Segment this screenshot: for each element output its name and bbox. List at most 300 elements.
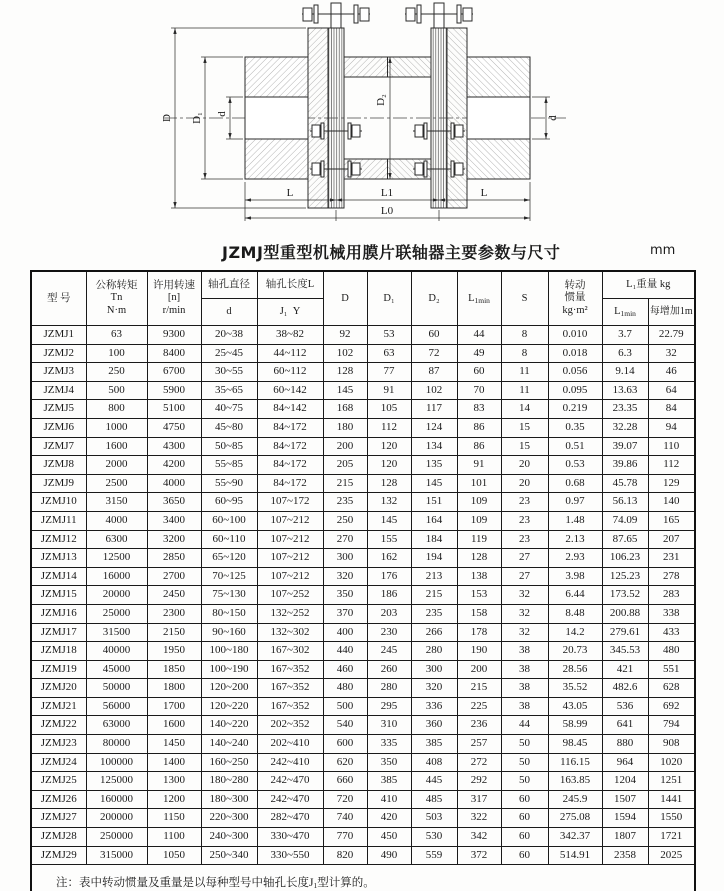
value-cell: 112 [367, 418, 411, 437]
value-cell: 125000 [86, 772, 147, 791]
value-cell: 530 [411, 828, 457, 847]
table-row [31, 846, 695, 865]
model-cell: JZMJ14 [31, 567, 86, 586]
value-cell: 200 [457, 660, 501, 679]
value-cell: 0.056 [548, 363, 602, 382]
value-cell: 320 [323, 567, 367, 586]
model-cell: JZMJ4 [31, 381, 86, 400]
value-cell: 60~142 [257, 381, 323, 400]
value-cell: 162 [367, 549, 411, 568]
model-cell: JZMJ26 [31, 790, 86, 809]
value-cell: 16000 [86, 567, 147, 586]
value-cell: 138 [457, 567, 501, 586]
value-cell: 84~172 [257, 418, 323, 437]
value-cell: 1721 [648, 828, 695, 847]
value-cell: 64 [648, 381, 695, 400]
value-cell: 45~80 [201, 418, 257, 437]
value-cell: 1200 [147, 790, 201, 809]
model-cell: JZMJ19 [31, 660, 86, 679]
value-cell: 6300 [86, 530, 147, 549]
model-cell: JZMJ22 [31, 716, 86, 735]
value-cell: 310 [367, 716, 411, 735]
model-cell: JZMJ23 [31, 735, 86, 754]
value-cell: 3650 [147, 493, 201, 512]
value-cell: 186 [367, 586, 411, 605]
value-cell: 87.65 [602, 530, 648, 549]
value-cell: 180 [323, 418, 367, 437]
value-cell: 145 [411, 474, 457, 493]
note-text-pre: 注：表中转动惯量及重量是以每种型号中轴孔长度J [56, 877, 314, 890]
unit-label: mm [650, 243, 676, 258]
table-body [31, 326, 695, 865]
value-cell: 39.86 [602, 456, 648, 475]
value-cell: 225 [457, 697, 501, 716]
value-cell: 480 [323, 679, 367, 698]
value-cell: 2358 [602, 846, 648, 865]
value-cell: 60~110 [201, 530, 257, 549]
value-cell: 112 [648, 456, 695, 475]
value-cell: 220~300 [201, 809, 257, 828]
value-cell: 23 [501, 511, 548, 530]
value-cell: 0.018 [548, 344, 602, 363]
table-row [31, 511, 695, 530]
value-cell: 0.51 [548, 437, 602, 456]
table-row [31, 326, 695, 345]
value-cell: 1100 [147, 828, 201, 847]
value-cell: 194 [411, 549, 457, 568]
value-cell: 1507 [602, 790, 648, 809]
value-cell: 43.05 [548, 697, 602, 716]
value-cell: 794 [648, 716, 695, 735]
value-cell: 270 [323, 530, 367, 549]
dim-label-D1: D₁ [191, 112, 203, 124]
value-cell: 106.23 [602, 549, 648, 568]
value-cell: 184 [411, 530, 457, 549]
value-cell: 27 [501, 567, 548, 586]
table-row [31, 790, 695, 809]
value-cell: 1550 [648, 809, 695, 828]
value-cell: 300 [323, 549, 367, 568]
model-cell: JZMJ12 [31, 530, 86, 549]
value-cell: 40000 [86, 642, 147, 661]
table-row [31, 735, 695, 754]
model-cell: JZMJ20 [31, 679, 86, 698]
value-cell: 60~100 [201, 511, 257, 530]
value-cell: 32 [648, 344, 695, 363]
value-cell: 132 [367, 493, 411, 512]
value-cell: 200 [323, 437, 367, 456]
value-cell: 2850 [147, 549, 201, 568]
value-cell: 322 [457, 809, 501, 828]
value-cell: 83 [457, 400, 501, 419]
value-cell: 77 [367, 363, 411, 382]
value-cell: 482.6 [602, 679, 648, 698]
value-cell: 559 [411, 846, 457, 865]
value-cell: 160~250 [201, 753, 257, 772]
value-cell: 153 [457, 586, 501, 605]
model-cell: JZMJ17 [31, 623, 86, 642]
dim-label-D2: D₂ [375, 94, 387, 106]
value-cell: 8400 [147, 344, 201, 363]
value-cell: 107~212 [257, 530, 323, 549]
value-cell: 109 [457, 493, 501, 512]
title-row [0, 238, 724, 270]
value-cell: 56.13 [602, 493, 648, 512]
model-cell: JZMJ15 [31, 586, 86, 605]
value-cell: 100 [86, 344, 147, 363]
value-cell: 342.37 [548, 828, 602, 847]
value-cell: 4000 [86, 511, 147, 530]
value-cell: 56000 [86, 697, 147, 716]
value-cell: 1000 [86, 418, 147, 437]
value-cell: 167~302 [257, 642, 323, 661]
model-cell: JZMJ16 [31, 604, 86, 623]
value-cell: 44 [501, 716, 548, 735]
value-cell: 272 [457, 753, 501, 772]
value-cell: 120~200 [201, 679, 257, 698]
value-cell: 38 [501, 642, 548, 661]
value-cell: 167~352 [257, 660, 323, 679]
table-row [31, 418, 695, 437]
value-cell: 480 [648, 642, 695, 661]
col-header-speed [147, 271, 201, 326]
value-cell: 158 [457, 604, 501, 623]
value-cell: 600 [323, 735, 367, 754]
value-cell: 800 [86, 400, 147, 419]
value-cell: 2300 [147, 604, 201, 623]
value-cell: 385 [411, 735, 457, 754]
value-cell: 84~172 [257, 437, 323, 456]
value-cell: 266 [411, 623, 457, 642]
L1min-sub: 1min [474, 295, 490, 305]
value-cell: 94 [648, 418, 695, 437]
value-cell: 250000 [86, 828, 147, 847]
model-cell: JZMJ13 [31, 549, 86, 568]
value-cell: 15 [501, 418, 548, 437]
value-cell: 86 [457, 437, 501, 456]
inertia-unit: kg·m² [562, 304, 588, 316]
value-cell: 203 [367, 604, 411, 623]
value-cell: 100000 [86, 753, 147, 772]
model-cell: JZMJ11 [31, 511, 86, 530]
value-cell: 445 [411, 772, 457, 791]
value-cell: 20 [501, 474, 548, 493]
value-cell: 1800 [147, 679, 201, 698]
value-cell: 164 [411, 511, 457, 530]
table-row [31, 474, 695, 493]
value-cell: 102 [411, 381, 457, 400]
value-cell: 230 [367, 623, 411, 642]
col-header-D2: D₂ [411, 271, 457, 326]
model-cell: JZMJ1 [31, 326, 86, 345]
value-cell: 6.44 [548, 586, 602, 605]
table-row [31, 716, 695, 735]
value-cell: 39.07 [602, 437, 648, 456]
value-cell: 278 [648, 567, 695, 586]
value-cell: 50~85 [201, 437, 257, 456]
col-subheader-d: d [201, 299, 257, 326]
col-subheader-weight-per-m: 每增加1m [648, 299, 695, 326]
model-cell: JZMJ28 [31, 828, 86, 847]
weight-L1min-sub: 1min [620, 309, 636, 319]
value-cell: 0.68 [548, 474, 602, 493]
value-cell: 167~352 [257, 679, 323, 698]
value-cell: 330~470 [257, 828, 323, 847]
value-cell: 300 [411, 660, 457, 679]
value-cell: 235 [411, 604, 457, 623]
table-row [31, 642, 695, 661]
inertia-label-2: 惯量 [564, 292, 586, 304]
value-cell: 165 [648, 511, 695, 530]
table-row [31, 456, 695, 475]
value-cell: 107~212 [257, 567, 323, 586]
value-cell: 370 [323, 604, 367, 623]
value-cell: 101 [457, 474, 501, 493]
value-cell: 50 [501, 753, 548, 772]
top-bolt [302, 3, 370, 28]
value-cell: 3150 [86, 493, 147, 512]
value-cell: 350 [367, 753, 411, 772]
value-cell: 3200 [147, 530, 201, 549]
value-cell: 20~38 [201, 326, 257, 345]
value-cell: 205 [323, 456, 367, 475]
value-cell: 50 [501, 772, 548, 791]
value-cell: 168 [323, 400, 367, 419]
page-title: JZMJ型重型机械用膜片联轴器主要参数与尺寸 [222, 243, 561, 262]
model-cell: JZMJ5 [31, 400, 86, 419]
value-cell: 60~95 [201, 493, 257, 512]
value-cell: 80~150 [201, 604, 257, 623]
value-cell: 11 [501, 363, 548, 382]
value-cell: 250~340 [201, 846, 257, 865]
value-cell: 200000 [86, 809, 147, 828]
value-cell: 14.2 [548, 623, 602, 642]
value-cell: 132~302 [257, 623, 323, 642]
col-header-weight-group: L₁重量 kg [602, 271, 695, 299]
value-cell: 63000 [86, 716, 147, 735]
value-cell: 14 [501, 400, 548, 419]
value-cell: 360 [411, 716, 457, 735]
model-cell: JZMJ25 [31, 772, 86, 791]
value-cell: 236 [457, 716, 501, 735]
col-header-torque [86, 271, 147, 326]
value-cell: 490 [367, 846, 411, 865]
note-text-post: 型计算的。 [317, 877, 375, 890]
value-cell: 84~142 [257, 400, 323, 419]
value-cell: 20 [501, 456, 548, 475]
value-cell: 107~172 [257, 493, 323, 512]
value-cell: 178 [457, 623, 501, 642]
value-cell: 315000 [86, 846, 147, 865]
value-cell: 1400 [147, 753, 201, 772]
value-cell: 120~220 [201, 697, 257, 716]
value-cell: 250 [323, 511, 367, 530]
value-cell: 91 [457, 456, 501, 475]
torque-label: 公称转矩 [95, 279, 138, 291]
value-cell: 0.219 [548, 400, 602, 419]
value-cell: 102 [323, 344, 367, 363]
value-cell: 32 [501, 623, 548, 642]
value-cell: 151 [411, 493, 457, 512]
model-cell: JZMJ10 [31, 493, 86, 512]
dim-label-d-left: d [216, 111, 228, 117]
value-cell: 58.99 [548, 716, 602, 735]
value-cell: 60 [501, 846, 548, 865]
weight-L1min-base: L [614, 306, 621, 318]
value-cell: 84 [648, 400, 695, 419]
value-cell: 125.23 [602, 567, 648, 586]
value-cell: 50 [501, 735, 548, 754]
value-cell: 231 [648, 549, 695, 568]
value-cell: 385 [367, 772, 411, 791]
col-header-bore-diameter: 轴孔直径 [201, 271, 257, 299]
value-cell: 1150 [147, 809, 201, 828]
value-cell: 0.010 [548, 326, 602, 345]
value-cell: 25~45 [201, 344, 257, 363]
table-row [31, 753, 695, 772]
value-cell: 45.78 [602, 474, 648, 493]
model-cell: JZMJ18 [31, 642, 86, 661]
value-cell: 242~470 [257, 790, 323, 809]
dim-label-L-right: L [480, 187, 488, 199]
value-cell: 32 [501, 604, 548, 623]
value-cell: 70~125 [201, 567, 257, 586]
value-cell: 140~240 [201, 735, 257, 754]
value-cell: 23.35 [602, 400, 648, 419]
model-cell: JZMJ21 [31, 697, 86, 716]
value-cell: 770 [323, 828, 367, 847]
L1min-base: L [468, 292, 475, 304]
value-cell: 408 [411, 753, 457, 772]
value-cell: 2025 [648, 846, 695, 865]
value-cell: 245 [367, 642, 411, 661]
value-cell: 160000 [86, 790, 147, 809]
value-cell: 213 [411, 567, 457, 586]
parameters-table [30, 270, 696, 891]
value-cell: 283 [648, 586, 695, 605]
value-cell: 280 [411, 642, 457, 661]
value-cell: 964 [602, 753, 648, 772]
table-row [31, 828, 695, 847]
value-cell: 132~252 [257, 604, 323, 623]
model-cell: JZMJ7 [31, 437, 86, 456]
value-cell: 1204 [602, 772, 648, 791]
table-row [31, 623, 695, 642]
model-cell: JZMJ2 [31, 344, 86, 363]
note-subscript: 1 [313, 881, 318, 891]
model-cell: JZMJ29 [31, 846, 86, 865]
value-cell: 86 [457, 418, 501, 437]
value-cell: 49 [457, 344, 501, 363]
value-cell: 72 [411, 344, 457, 363]
torque-unit: N·m [106, 304, 127, 316]
value-cell: 23 [501, 493, 548, 512]
value-cell: 345.53 [602, 642, 648, 661]
model-cell: JZMJ27 [31, 809, 86, 828]
value-cell: 46 [648, 363, 695, 382]
value-cell: 20000 [86, 586, 147, 605]
value-cell: 35~65 [201, 381, 257, 400]
value-cell: 536 [602, 697, 648, 716]
value-cell: 84~172 [257, 474, 323, 493]
value-cell: 60 [501, 828, 548, 847]
value-cell: 100~180 [201, 642, 257, 661]
table-row [31, 344, 695, 363]
value-cell: 23 [501, 530, 548, 549]
value-cell: 335 [367, 735, 411, 754]
J1-label: J₁ [279, 306, 288, 318]
value-cell: 40~75 [201, 400, 257, 419]
table-row [31, 697, 695, 716]
spacer-wall-top [344, 57, 388, 77]
table-row [31, 549, 695, 568]
value-cell: 9.14 [602, 363, 648, 382]
value-cell: 1050 [147, 846, 201, 865]
value-cell: 0.97 [548, 493, 602, 512]
value-cell: 1807 [602, 828, 648, 847]
value-cell: 27 [501, 549, 548, 568]
speed-label: 许用转速 [153, 279, 195, 291]
model-cell: JZMJ3 [31, 363, 86, 382]
value-cell: 128 [367, 474, 411, 493]
value-cell: 433 [648, 623, 695, 642]
value-cell: 641 [602, 716, 648, 735]
value-cell: 145 [367, 511, 411, 530]
value-cell: 503 [411, 809, 457, 828]
model-cell: JZMJ24 [31, 753, 86, 772]
value-cell: 60 [501, 790, 548, 809]
value-cell: 292 [457, 772, 501, 791]
value-cell: 4200 [147, 456, 201, 475]
value-cell: 260 [367, 660, 411, 679]
value-cell: 70 [457, 381, 501, 400]
value-cell: 140~220 [201, 716, 257, 735]
value-cell: 117 [411, 400, 457, 419]
value-cell: 1594 [602, 809, 648, 828]
value-cell: 342 [457, 828, 501, 847]
value-cell: 38~82 [257, 326, 323, 345]
value-cell: 75~130 [201, 586, 257, 605]
value-cell: 3.7 [602, 326, 648, 345]
value-cell: 215 [411, 586, 457, 605]
table-row [31, 660, 695, 679]
value-cell: 1450 [147, 735, 201, 754]
dim-label-d-right: d [547, 115, 559, 121]
col-header-D1: D₁ [367, 271, 411, 326]
value-cell: 1950 [147, 642, 201, 661]
value-cell: 60 [411, 326, 457, 345]
value-cell: 9300 [147, 326, 201, 345]
value-cell: 98.45 [548, 735, 602, 754]
value-cell: 500 [323, 697, 367, 716]
value-cell: 740 [323, 809, 367, 828]
value-cell: 20.73 [548, 642, 602, 661]
value-cell: 116.15 [548, 753, 602, 772]
value-cell: 110 [648, 437, 695, 456]
table-row [31, 604, 695, 623]
value-cell: 2000 [86, 456, 147, 475]
model-cell: JZMJ9 [31, 474, 86, 493]
value-cell: 163.85 [548, 772, 602, 791]
value-cell: 44 [457, 326, 501, 345]
value-cell: 180~280 [201, 772, 257, 791]
value-cell: 84~172 [257, 456, 323, 475]
table-row [31, 530, 695, 549]
value-cell: 128 [457, 549, 501, 568]
dim-label-D: D [161, 114, 173, 122]
value-cell: 820 [323, 846, 367, 865]
value-cell: 350 [323, 586, 367, 605]
